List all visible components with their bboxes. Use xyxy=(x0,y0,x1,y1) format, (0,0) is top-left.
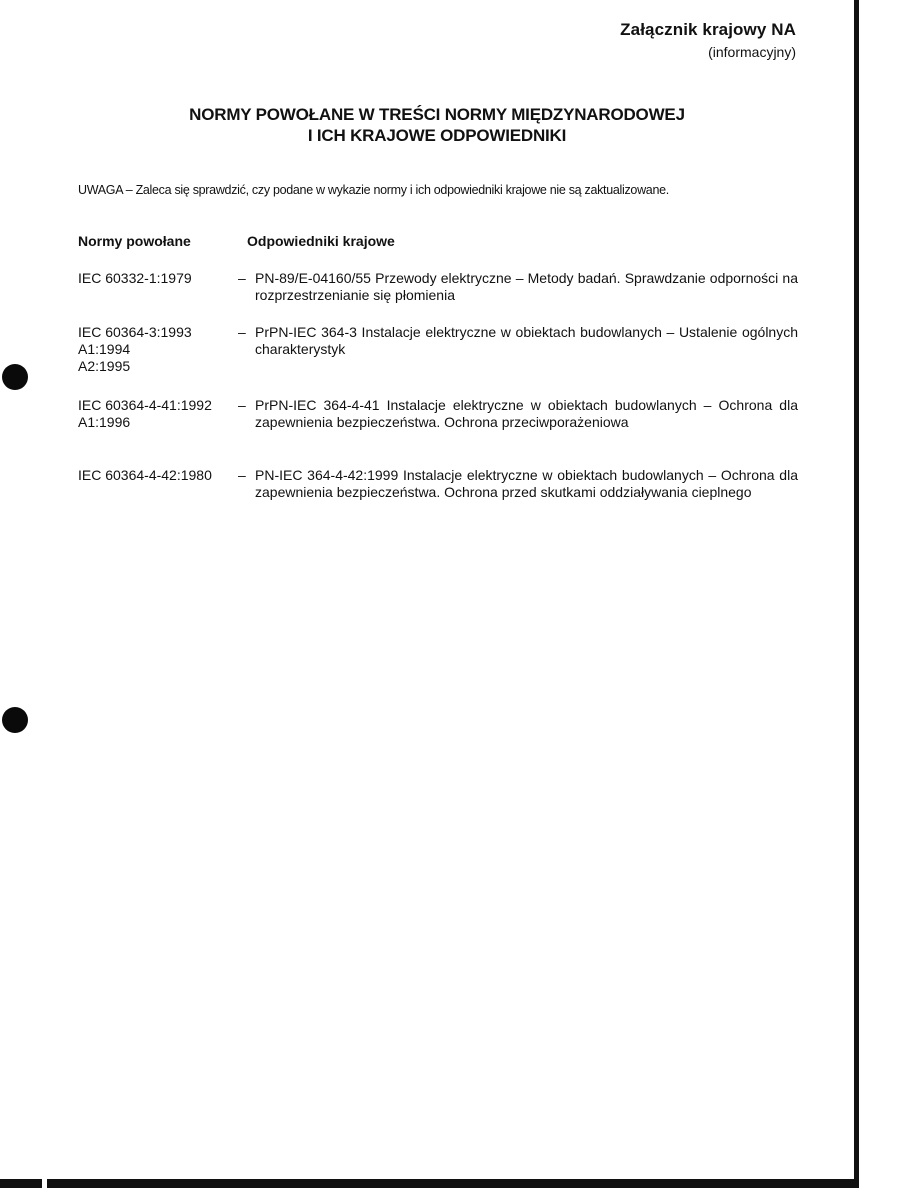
column-header-referenced: Normy powołane xyxy=(78,233,191,249)
national-equivalent: PN-89/E-04160/55 Przewody elektryczne – Metody badań. Sprawdzanie odporności na rozprzestrzenianie się płomienia xyxy=(255,270,798,303)
standard-amendment: A1:1994 xyxy=(78,341,131,357)
punch-hole-lower xyxy=(2,707,28,733)
national-equivalent: PN-IEC 364-4-42:1999 Instalacje elektryczne w obiektach budowlanych – Ochrona dla zapewnienia bezpieczeństwa. Ochrona przed skutkami oddziaływania cieplnego xyxy=(255,467,798,500)
standard-code: IEC 60364-4-41:1992 xyxy=(78,397,212,413)
column-header-national: Odpowiedniki krajowe xyxy=(247,233,395,249)
annex-header xyxy=(620,20,796,60)
standard-code: IEC 60364-3:1993 xyxy=(78,324,192,340)
standard-code: IEC 60332-1:1979 xyxy=(78,270,192,286)
scan-edge-gap xyxy=(42,1179,47,1188)
scan-edge-right xyxy=(854,0,859,1188)
dash-separator: – xyxy=(238,467,246,483)
punch-hole-upper xyxy=(2,364,28,390)
annex-subtitle: (informacyjny) xyxy=(708,44,796,60)
referenced-standard xyxy=(78,467,228,484)
standard-amendment: A1:1996 xyxy=(78,414,131,430)
referenced-standard xyxy=(78,397,228,431)
referenced-standard xyxy=(78,270,228,287)
national-equivalent: PrPN-IEC 364-3 Instalacje elektryczne w obiektach budowlanych – Ustalenie ogólnych charakterystyk xyxy=(255,324,798,357)
page-title-line-2: I ICH KRAJOWE ODPOWIEDNIKI xyxy=(307,126,567,145)
page-title xyxy=(0,104,874,146)
note-text: UWAGA – Zaleca się sprawdzić, czy podane w wykazie normy i ich odpowiedniki krajowe nie są zaktualizowane. xyxy=(78,183,669,197)
national-equivalent: PrPN-IEC 364-4-41 Instalacje elektryczne w obiektach budowlanych – Ochrona dla zapewnienia bezpieczeństwa. Ochrona przeciwporażeniowa xyxy=(255,397,798,430)
scan-edge-bottom xyxy=(0,1179,859,1188)
standard-amendment: A2:1995 xyxy=(78,358,131,374)
annex-title: Załącznik krajowy NA xyxy=(620,20,796,39)
dash-separator: – xyxy=(238,397,246,413)
standard-code: IEC 60364-4-42:1980 xyxy=(78,467,212,483)
referenced-standard xyxy=(78,324,228,375)
page-title-line-1: NORMY POWOŁANE W TREŚCI NORMY MIĘDZYNARODOWEJ xyxy=(189,105,685,124)
dash-separator: – xyxy=(238,324,246,340)
dash-separator: – xyxy=(238,270,246,286)
